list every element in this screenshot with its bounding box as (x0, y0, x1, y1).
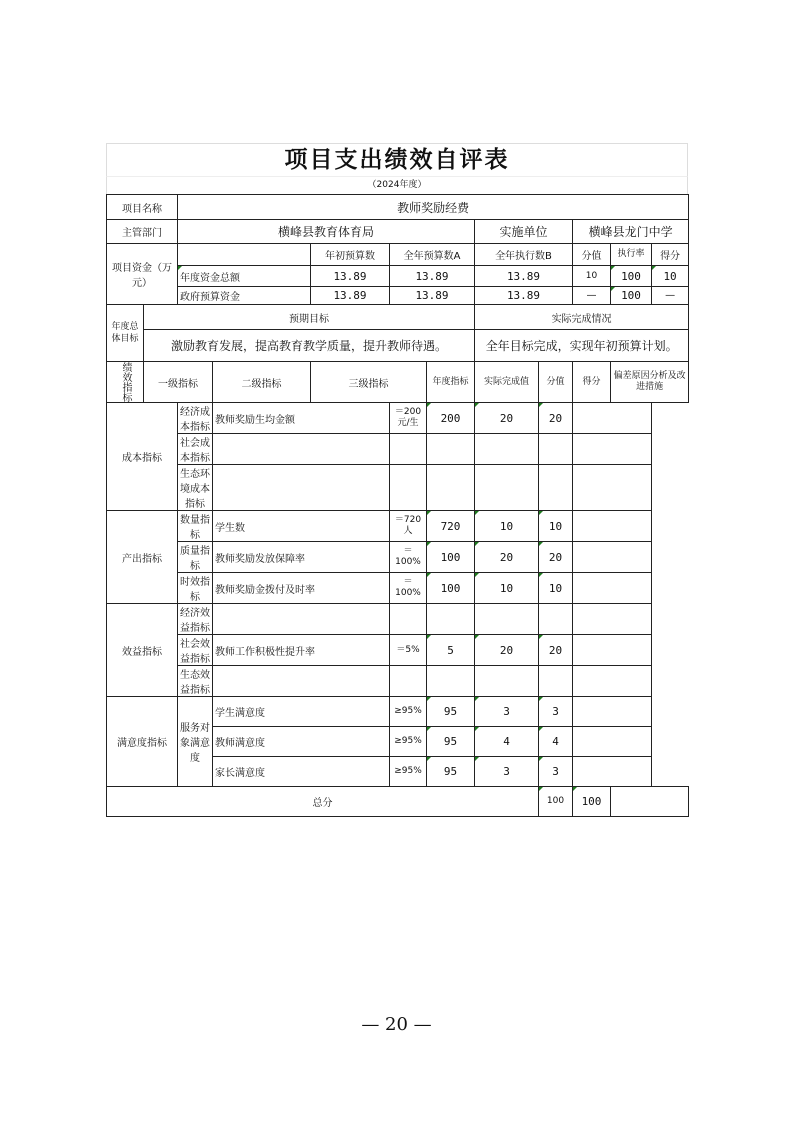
perf-actual (427, 604, 475, 635)
perf-level1: 效益指标 (107, 604, 178, 697)
funds-header: 年初预算数 (311, 244, 390, 266)
perf-score: 20 (539, 542, 573, 573)
perf-header: 分值 (539, 362, 573, 403)
perf-weight: 3 (475, 757, 539, 787)
perf-weight: 20 (475, 542, 539, 573)
perf-score: 10 (539, 511, 573, 542)
perf-row (107, 434, 689, 465)
perf-score (539, 465, 573, 511)
perf-target: ＝200元/生 (390, 403, 427, 434)
perf-target: ＝100% (390, 573, 427, 604)
perf-remarks (573, 697, 652, 727)
perf-actual (427, 434, 475, 465)
perf-row (107, 465, 689, 511)
perf-weight: 10 (475, 511, 539, 542)
perf-score: 3 (539, 757, 573, 787)
funds-rate: 100 (611, 287, 652, 305)
perf-header: 实际完成值 (475, 362, 539, 403)
perf-score: 4 (539, 727, 573, 757)
funds-row (107, 266, 689, 287)
perf-header: 二级指标 (213, 362, 311, 403)
perf-level3 (213, 604, 390, 635)
total-remarks (611, 787, 689, 817)
perf-level1: 满意度指标 (107, 697, 178, 787)
total-label: 总分 (107, 787, 539, 817)
perf-header: 年度指标 (427, 362, 475, 403)
perf-score (539, 434, 573, 465)
perf-row (107, 403, 689, 434)
perf-weight (475, 465, 539, 511)
perf-actual (427, 465, 475, 511)
perf-remarks (573, 604, 652, 635)
funds-header: 分值 (573, 244, 611, 266)
funds-header: 全年预算数A (390, 244, 475, 266)
funds-executed: 13.89 (475, 266, 573, 287)
goals-actual-label: 实际完成情况 (475, 305, 689, 330)
perf-level3: 学生数 (213, 511, 390, 542)
perf-level2: 生态效益指标 (178, 666, 213, 697)
perf-remarks (573, 573, 652, 604)
perf-remarks (573, 434, 652, 465)
perf-target: ≥95% (390, 727, 427, 757)
goals-row (107, 330, 689, 362)
funds-row-name: 政府预算资金 (178, 287, 311, 305)
dept-row (107, 220, 689, 244)
perf-level3: 教师奖励生均金额 (213, 403, 390, 434)
perf-target: ≥95% (390, 757, 427, 787)
perf-level3: 教师奖励发放保障率 (213, 542, 390, 573)
perf-remarks (573, 511, 652, 542)
unit-value: 横峰县龙门中学 (573, 220, 689, 244)
perf-weight (475, 434, 539, 465)
total-weight: 100 (539, 787, 573, 817)
unit-label: 实施单位 (475, 220, 573, 244)
funds-initial: 13.89 (311, 287, 390, 305)
project-name-row (107, 195, 689, 220)
perf-header: 得分 (573, 362, 611, 403)
funds-row-name: 年度资金总额 (178, 266, 311, 287)
perf-level3 (213, 465, 390, 511)
perf-target (390, 604, 427, 635)
funds-rate: 100 (611, 266, 652, 287)
perf-target: ＝720人 (390, 511, 427, 542)
perf-level2: 质量指标 (178, 542, 213, 573)
funds-row (107, 287, 689, 305)
perf-target: ≥95% (390, 697, 427, 727)
funds-header: 全年执行数B (475, 244, 573, 266)
perf-level2: 服务对象满意度 (178, 697, 213, 787)
dept-value: 横峰县教育体育局 (178, 220, 475, 244)
perf-row (107, 697, 689, 727)
perf-remarks (573, 403, 652, 434)
perf-level2: 社会成本指标 (178, 434, 213, 465)
total-row (107, 787, 689, 817)
goals-header-row (107, 305, 689, 330)
funds-annual: 13.89 (390, 287, 475, 305)
funds-score: — (652, 287, 689, 305)
perf-level2: 数量指标 (178, 511, 213, 542)
perf-level3: 教师工作积极性提升率 (213, 635, 390, 666)
perf-actual (427, 666, 475, 697)
perf-header: 偏差原因分析及改进措施 (611, 362, 689, 403)
project-name-value: 教师奖励经费 (178, 195, 689, 220)
perf-row (107, 666, 689, 697)
perf-target: ＝100% (390, 542, 427, 573)
funds-label: 项目资金（万元） (107, 244, 178, 305)
perf-remarks (573, 757, 652, 787)
perf-weight: 10 (475, 573, 539, 604)
perf-score: 20 (539, 403, 573, 434)
perf-level3: 教师满意度 (213, 727, 390, 757)
perf-remarks (573, 465, 652, 511)
goals-expected: 激励教育发展，提高教育教学质量，提升教师待遇。 (144, 330, 475, 362)
perf-actual: 95 (427, 757, 475, 787)
perf-target (390, 434, 427, 465)
perf-remarks (573, 542, 652, 573)
funds-weight: 10 (573, 266, 611, 287)
perf-level1: 产出指标 (107, 511, 178, 604)
perf-level3: 家长满意度 (213, 757, 390, 787)
perf-level3 (213, 434, 390, 465)
perf-weight (475, 666, 539, 697)
funds-blank (178, 244, 311, 266)
total-score: 100 (573, 787, 611, 817)
perf-actual: 95 (427, 697, 475, 727)
perf-actual: 100 (427, 573, 475, 604)
perf-remarks (573, 666, 652, 697)
perf-target (390, 666, 427, 697)
perf-actual: 720 (427, 511, 475, 542)
perf-score: 10 (539, 573, 573, 604)
perf-remarks (573, 727, 652, 757)
perf-level2: 时效指标 (178, 573, 213, 604)
goals-expected-label: 预期目标 (144, 305, 475, 330)
perf-label: 绩效指标 (107, 362, 144, 403)
perf-score: 3 (539, 697, 573, 727)
evaluation-table (106, 194, 689, 817)
perf-actual: 95 (427, 727, 475, 757)
page-title: 项目支出绩效自评表 (106, 143, 688, 176)
goals-actual: 全年目标完成，实现年初预算计划。 (475, 330, 689, 362)
evaluation-sheet (106, 143, 688, 817)
perf-level2: 经济效益指标 (178, 604, 213, 635)
perf-weight: 4 (475, 727, 539, 757)
perf-score: 20 (539, 635, 573, 666)
page-number: — 20 — (361, 1014, 432, 1035)
perf-header: 一级指标 (144, 362, 213, 403)
perf-row (107, 573, 689, 604)
perf-header: 三级指标 (311, 362, 427, 403)
year-subtitle: （2024年度） (106, 176, 688, 194)
perf-row (107, 542, 689, 573)
perf-target (390, 465, 427, 511)
project-name-label: 项目名称 (107, 195, 178, 220)
perf-row (107, 604, 689, 635)
funds-executed: 13.89 (475, 287, 573, 305)
perf-actual: 100 (427, 542, 475, 573)
perf-header-row (107, 362, 689, 403)
perf-level2: 经济成本指标 (178, 403, 213, 434)
perf-target: ＝5% (390, 635, 427, 666)
perf-level1: 成本指标 (107, 403, 178, 511)
perf-level3 (213, 666, 390, 697)
perf-level3: 教师奖励金拨付及时率 (213, 573, 390, 604)
perf-weight: 3 (475, 697, 539, 727)
perf-actual: 5 (427, 635, 475, 666)
funds-initial: 13.89 (311, 266, 390, 287)
funds-weight: — (573, 287, 611, 305)
perf-actual: 200 (427, 403, 475, 434)
funds-annual: 13.89 (390, 266, 475, 287)
perf-level2: 生态环境成本指标 (178, 465, 213, 511)
perf-weight: 20 (475, 403, 539, 434)
goals-label: 年度总体目标 (107, 305, 144, 362)
perf-row (107, 511, 689, 542)
perf-weight: 20 (475, 635, 539, 666)
funds-header: 得分 (652, 244, 689, 266)
funds-score: 10 (652, 266, 689, 287)
dept-label: 主管部门 (107, 220, 178, 244)
perf-weight (475, 604, 539, 635)
perf-score (539, 604, 573, 635)
perf-level3: 学生满意度 (213, 697, 390, 727)
funds-header: 执行率 (611, 244, 652, 266)
funds-header-row (107, 244, 689, 266)
perf-score (539, 666, 573, 697)
perf-remarks (573, 635, 652, 666)
perf-level2: 社会效益指标 (178, 635, 213, 666)
perf-row (107, 635, 689, 666)
